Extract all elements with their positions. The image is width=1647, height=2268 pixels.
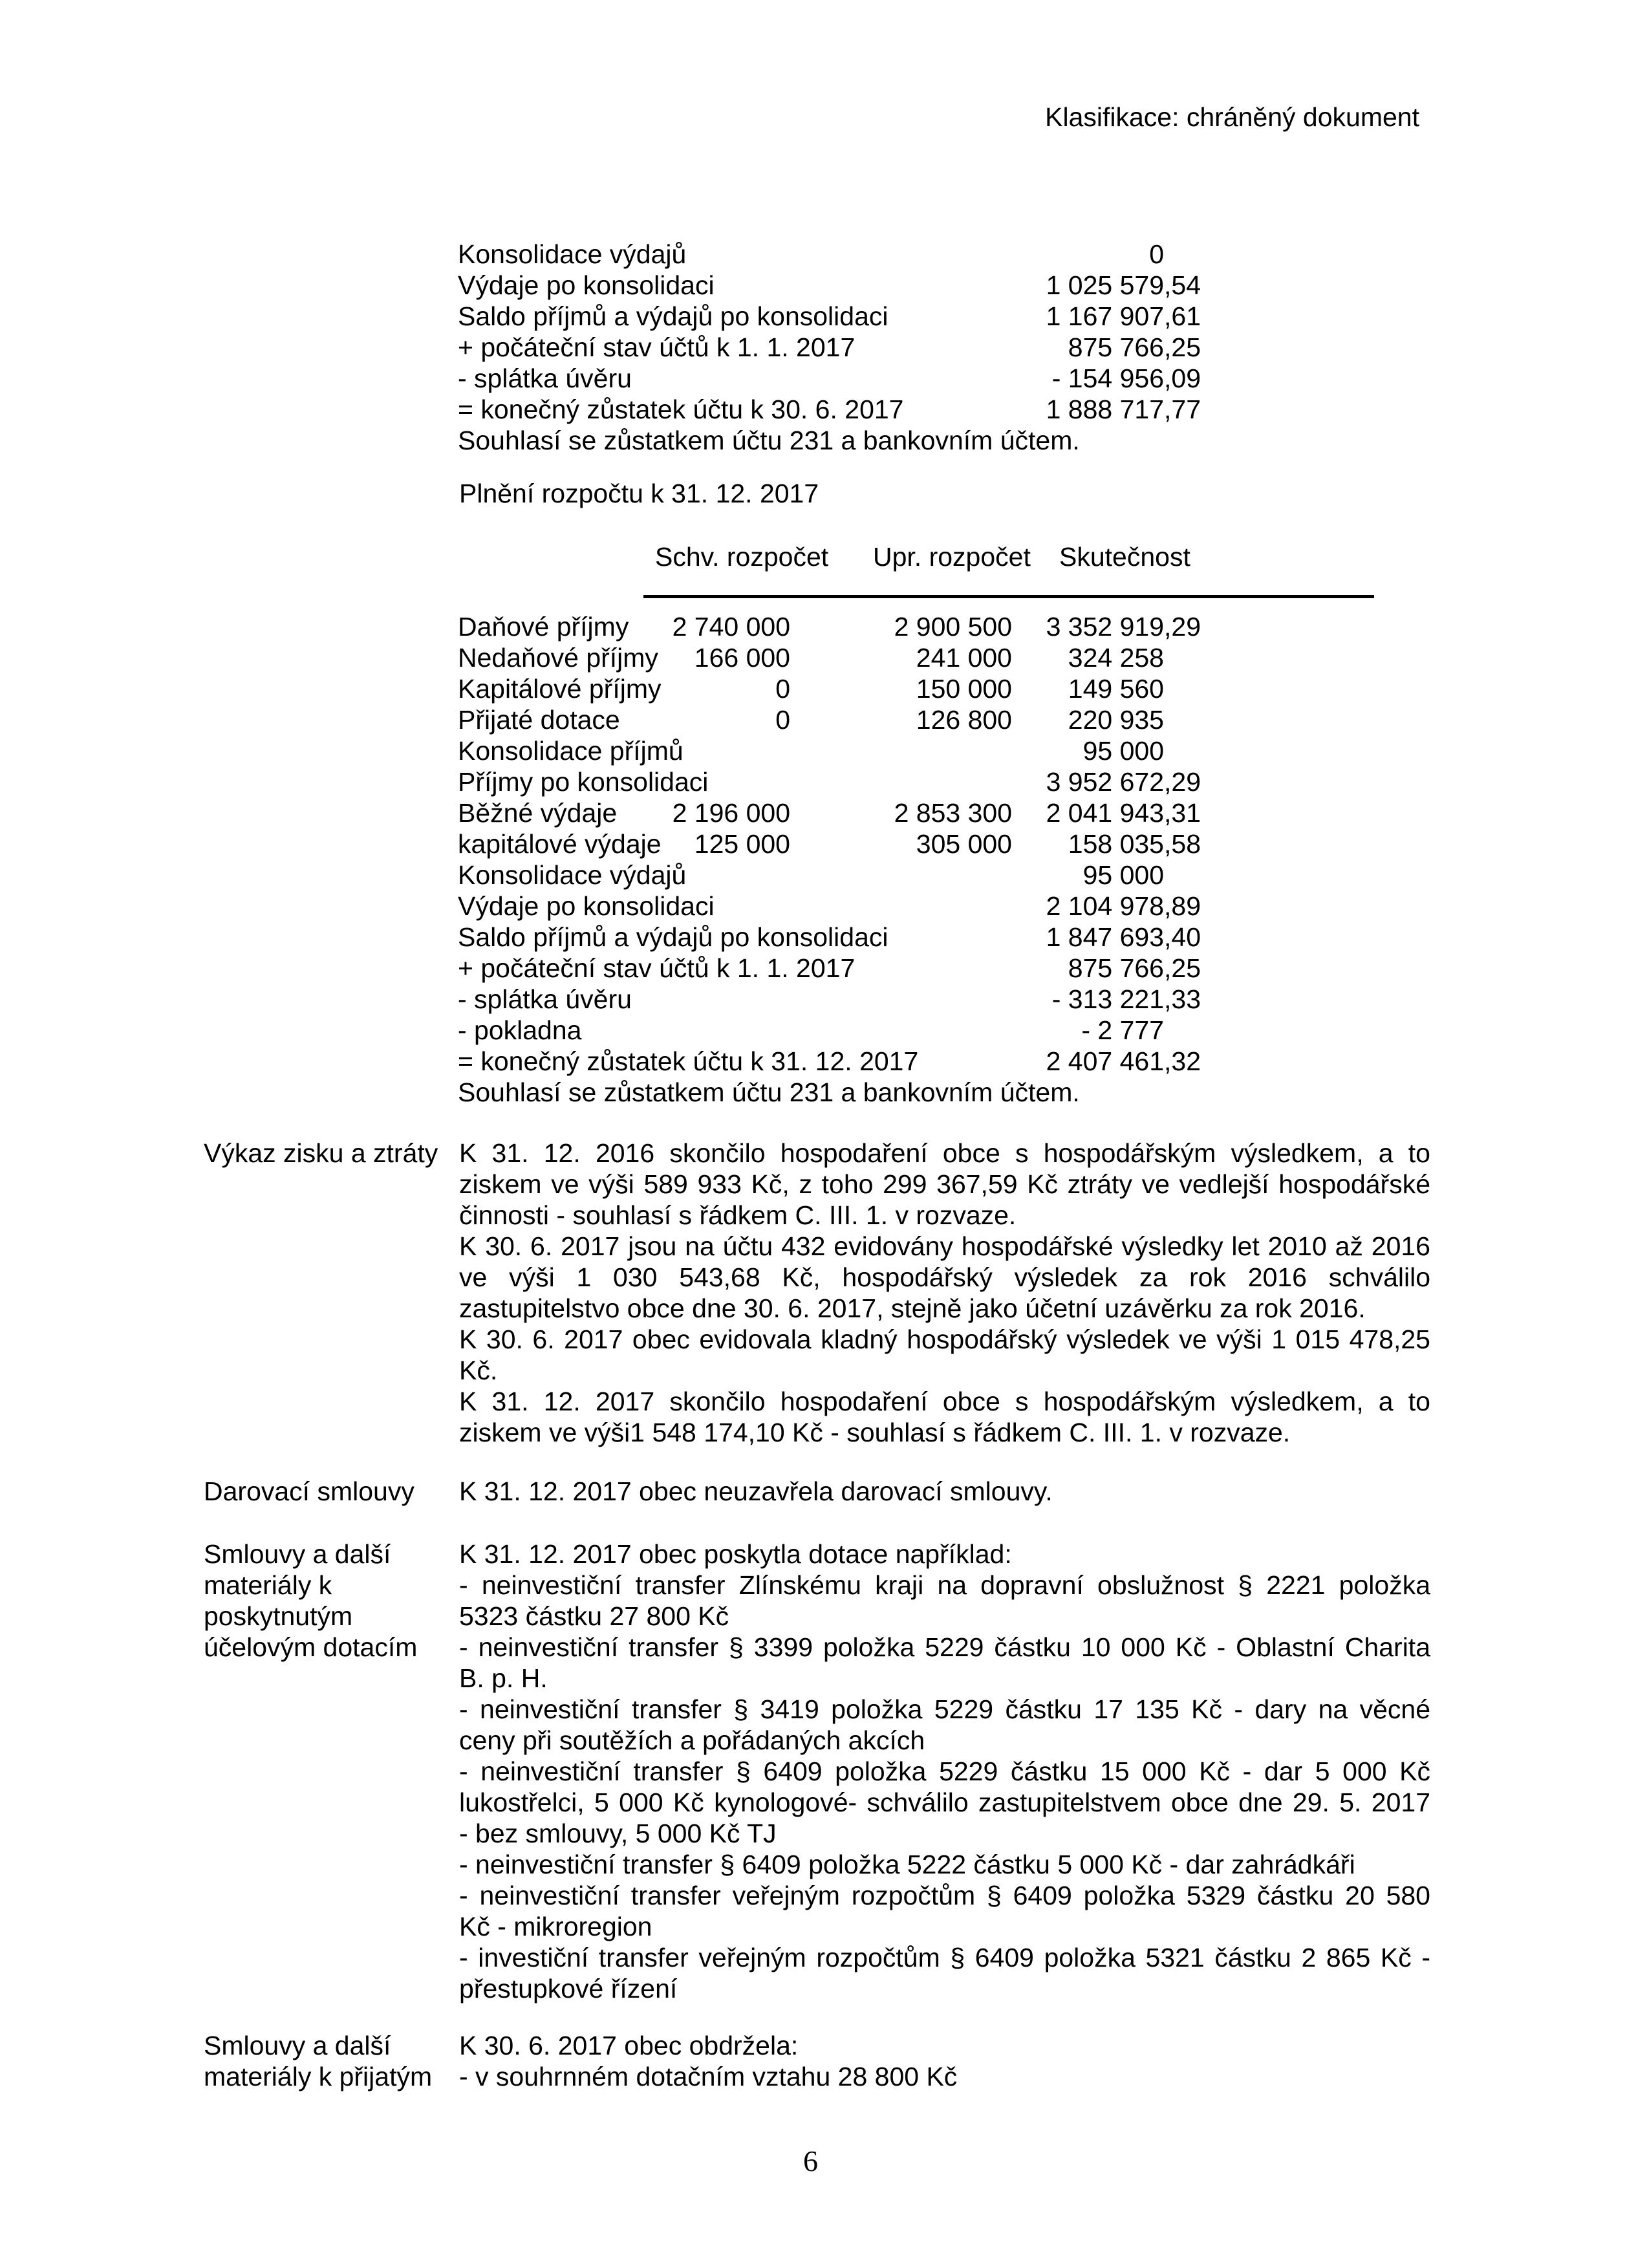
text-line: zastupitelstvo obce dne 30. 6. 2017, stejně jako účetní uzávěrku za rok 2016. <box>459 1293 1366 1323</box>
summary-row-label: Saldo příjmů a výdajů po konsolidaci <box>458 301 888 331</box>
sidebar-label-poskytnute <box>204 1539 417 1663</box>
row-label: Kapitálové příjmy <box>458 674 662 704</box>
text-line: - neinvestiční transfer § 6409 položka 5222 částku 5 000 Kč - dar zahrádkáři <box>459 1850 1355 1879</box>
summary-row-value: 1 888 717 <box>1046 394 1164 424</box>
cell-actual: 1 847 693 <box>1046 922 1164 952</box>
text-line: - neinvestiční transfer § 6409 položka 5229 částku 15 000 Kč - dar 5 000 Kč <box>459 1756 1430 1786</box>
table-note: Souhlasí se zůstatkem účtu 231 a bankovním účtem. <box>458 1077 1080 1107</box>
row-label: + počáteční stav účtů k 1. 1. 2017 <box>458 953 856 983</box>
text-line: ve výši 1 030 543,68 Kč, hospodářský výsledek za rok 2016 schválilo <box>459 1262 1430 1292</box>
text-line: - bez smlouvy, 5 000 Kč TJ <box>459 1819 777 1848</box>
column-header-approved-budget: Schv. rozpočet <box>655 542 829 572</box>
row-label: Příjmy po konsolidaci <box>458 767 709 797</box>
summary-row <box>458 301 1392 332</box>
text-line: Kč. <box>459 1355 498 1385</box>
text-line: - investiční transfer veřejným rozpočtům § 6409 položka 5321 částku 2 865 Kč - <box>459 1943 1430 1972</box>
cell-actual: 220 935 <box>1068 705 1164 735</box>
row-label: Běžné výdaje <box>458 798 618 828</box>
cell-actual: 158 035 <box>1068 829 1164 859</box>
cell-adjusted: 2 853 300 <box>894 798 1012 828</box>
summary-row-value: 0 <box>1149 239 1164 269</box>
row-label: Výdaje po konsolidaci <box>458 891 715 921</box>
text-line: - v souhrnném dotačním vztahu 28 800 Kč <box>459 2062 958 2091</box>
cell-actual-decimals: ,89 <box>1164 891 1201 921</box>
text-line: ziskem ve výši1 548 174,10 Kč - souhlasí s řádkem C. III. 1. v rozvaze. <box>459 1418 1291 1447</box>
text-line: - neinvestiční transfer Zlínskému kraji na dopravní obslužnost § 2221 položka <box>459 1570 1430 1600</box>
summary-note-row <box>458 425 1392 456</box>
summary-row-value-decimals: ,61 <box>1164 301 1201 331</box>
june-balance-summary <box>458 239 1392 456</box>
sidebar-label-line: materiály k <box>204 1570 332 1600</box>
summary-row <box>458 332 1392 363</box>
cell-adjusted: 126 800 <box>916 705 1012 735</box>
sidebar-label-darovaci <box>204 1476 414 1507</box>
text-line: ceny při soutěžích a pořádaných akcích <box>459 1725 925 1755</box>
cell-actual: 875 766 <box>1068 953 1164 983</box>
table-row <box>458 704 1392 735</box>
cell-actual: 95 000 <box>1082 736 1164 766</box>
budget-table-body <box>458 611 1392 1108</box>
text-line: - neinvestiční transfer veřejným rozpočtům § 6409 položka 5329 částku 20 580 <box>459 1881 1430 1910</box>
cell-adjusted: 241 000 <box>916 643 1012 673</box>
vykaz-body <box>459 1138 1430 1448</box>
row-label: - splátka úvěru <box>458 984 632 1014</box>
summary-row-value-decimals: ,77 <box>1164 394 1201 424</box>
summary-row-value-decimals: ,25 <box>1164 332 1201 362</box>
summary-row-value: 1 025 579 <box>1046 270 1164 300</box>
sidebar-label-line: Smlouvy a další <box>204 1539 391 1569</box>
summary-row <box>458 363 1392 394</box>
summary-row-label: + počáteční stav účtů k 1. 1. 2017 <box>458 332 856 362</box>
summary-row-label: - splátka úvěru <box>458 363 632 393</box>
poskytnute-body <box>459 1539 1430 2004</box>
table-row <box>458 1046 1392 1077</box>
classification-header: Klasifikace: chráněný dokument <box>1045 102 1419 132</box>
text-line: činnosti - souhlasí s řádkem C. III. 1. v rozvaze. <box>459 1200 1017 1230</box>
row-label: = konečný zůstatek účtu k 31. 12. 2017 <box>458 1046 919 1076</box>
cell-actual-decimals: ,33 <box>1164 984 1201 1014</box>
prijate-body <box>459 2030 1430 2092</box>
table-row <box>458 735 1392 766</box>
cell-actual: 3 952 672 <box>1046 767 1164 797</box>
row-label: - pokladna <box>458 1015 582 1045</box>
table-row <box>458 891 1392 922</box>
text-line: 5323 částku 27 800 Kč <box>459 1601 729 1631</box>
sidebar-label-line: Smlouvy a další <box>204 2031 391 2060</box>
row-label: kapitálové výdaje <box>458 829 662 859</box>
table-row <box>458 1015 1392 1046</box>
sidebar-label-line: účelovým dotacím <box>204 1632 418 1662</box>
table-row <box>458 922 1392 953</box>
sidebar-label-prijate <box>204 2030 432 2092</box>
budget-table-header <box>458 541 1392 572</box>
budget-title: Plnění rozpočtu k 31. 12. 2017 <box>459 479 819 508</box>
table-note-row <box>458 1077 1392 1108</box>
summary-row-value: 875 766 <box>1068 332 1164 362</box>
table-row <box>458 828 1392 859</box>
cell-actual: - 2 777 <box>1081 1015 1164 1045</box>
text-line: Kč - mikroregion <box>459 1912 652 1941</box>
column-header-actual: Skutečnost <box>1059 542 1190 572</box>
table-row <box>458 673 1392 704</box>
text-line: přestupkové řízení <box>459 1974 678 2003</box>
budget-table <box>458 541 1392 1108</box>
cell-approved: 0 <box>775 674 790 704</box>
cell-actual: 2 104 978 <box>1046 891 1164 921</box>
text-line: B. p. H. <box>459 1663 548 1693</box>
cell-actual: 95 000 <box>1082 860 1164 890</box>
summary-row-label: = konečný zůstatek účtu k 30. 6. 2017 <box>458 394 904 424</box>
text-line: K 31. 12. 2017 obec neuzavřela darovací smlouvy. <box>459 1476 1053 1506</box>
sidebar-label-line: Výkaz zisku a ztráty <box>204 1138 438 1168</box>
row-label: Konsolidace výdajů <box>458 860 687 890</box>
text-line: - neinvestiční transfer § 3399 položka 5229 částku 10 000 Kč - Oblastní Charita <box>459 1632 1430 1662</box>
text-line: K 30. 6. 2017 obec obdržela: <box>459 2031 799 2060</box>
cell-actual-decimals: ,58 <box>1164 829 1201 859</box>
table-row <box>458 859 1392 891</box>
text-line: lukostřelci, 5 000 Kč kynologové- schválilo zastupitelstvem obce dne 29. 5. 2017 <box>459 1787 1430 1817</box>
cell-actual-decimals: ,32 <box>1164 1046 1201 1076</box>
cell-adjusted: 2 900 500 <box>894 612 1012 642</box>
cell-actual: 324 258 <box>1068 643 1164 673</box>
summary-row-value-decimals: ,09 <box>1164 363 1201 393</box>
row-label: Přijaté dotace <box>458 705 620 735</box>
text-line: K 30. 6. 2017 jsou na účtu 432 evidovány hospodářské výsledky let 2010 až 2016 <box>459 1231 1430 1261</box>
table-row <box>458 984 1392 1015</box>
sidebar-label-line: materiály k přijatým <box>204 2062 433 2091</box>
cell-actual: 2 407 461 <box>1046 1046 1164 1076</box>
summary-row <box>458 270 1392 301</box>
summary-row-value: 1 167 907 <box>1046 301 1164 331</box>
cell-adjusted: 150 000 <box>916 674 1012 704</box>
table-row <box>458 797 1392 828</box>
summary-row-label: Výdaje po konsolidaci <box>458 270 715 300</box>
summary-row-label: Konsolidace výdajů <box>458 239 687 269</box>
cell-actual-decimals: ,31 <box>1164 798 1201 828</box>
text-line: - neinvestiční transfer § 3419 položka 5229 částku 17 135 Kč - dary na věcné <box>459 1694 1430 1724</box>
table-row <box>458 642 1392 673</box>
sidebar-label-vykaz <box>204 1138 438 1169</box>
sidebar-label-line: Darovací smlouvy <box>204 1476 414 1506</box>
cell-actual-decimals: ,29 <box>1164 767 1201 797</box>
table-row <box>458 766 1392 797</box>
summary-row-value-decimals: ,54 <box>1164 270 1201 300</box>
cell-actual: 2 041 943 <box>1046 798 1164 828</box>
summary-row <box>458 394 1392 425</box>
cell-actual-decimals: ,25 <box>1164 953 1201 983</box>
cell-approved: 2 740 000 <box>672 612 790 642</box>
cell-actual-decimals: ,40 <box>1164 922 1201 952</box>
sidebar-label-line: poskytnutým <box>204 1601 353 1631</box>
summary-note: Souhlasí se zůstatkem účtu 231 a bankovním účtem. <box>458 426 1080 455</box>
table-row <box>458 611 1392 642</box>
darovaci-body <box>459 1476 1430 1507</box>
cell-actual: 3 352 919 <box>1046 612 1164 642</box>
text-line: K 31. 12. 2017 skončilo hospodaření obce s hospodářským výsledkem, a to <box>459 1387 1430 1416</box>
row-label: Konsolidace příjmů <box>458 736 684 766</box>
cell-approved: 2 196 000 <box>672 798 790 828</box>
page-number: 6 <box>803 2144 818 2177</box>
table-row <box>458 953 1392 984</box>
text-line: K 31. 12. 2017 obec poskytla dotace například: <box>459 1539 1012 1569</box>
cell-actual: 149 560 <box>1068 674 1164 704</box>
column-header-adjusted-budget: Upr. rozpočet <box>873 542 1031 572</box>
summary-row <box>458 239 1392 270</box>
text-line: K 31. 12. 2016 skončilo hospodaření obce s hospodářským výsledkem, a to <box>459 1138 1430 1168</box>
cell-approved: 166 000 <box>694 643 790 673</box>
text-line: ziskem ve výši 589 933 Kč, z toho 299 367,59 Kč ztráty ve vedlejší hospodářské <box>459 1169 1430 1199</box>
row-label: Daňové příjmy <box>458 612 629 642</box>
text-line: K 30. 6. 2017 obec evidovala kladný hospodářský výsledek ve výši 1 015 478,25 <box>459 1324 1430 1354</box>
cell-actual: - 313 221 <box>1051 984 1164 1014</box>
cell-approved: 0 <box>775 705 790 735</box>
table-header-rule <box>643 595 1374 598</box>
row-label: Saldo příjmů a výdajů po konsolidaci <box>458 922 888 952</box>
cell-approved: 125 000 <box>694 829 790 859</box>
cell-actual-decimals: ,29 <box>1164 612 1201 642</box>
row-label: Nedaňové příjmy <box>458 643 658 673</box>
cell-adjusted: 305 000 <box>916 829 1012 859</box>
summary-row-value: - 154 956 <box>1051 363 1164 393</box>
